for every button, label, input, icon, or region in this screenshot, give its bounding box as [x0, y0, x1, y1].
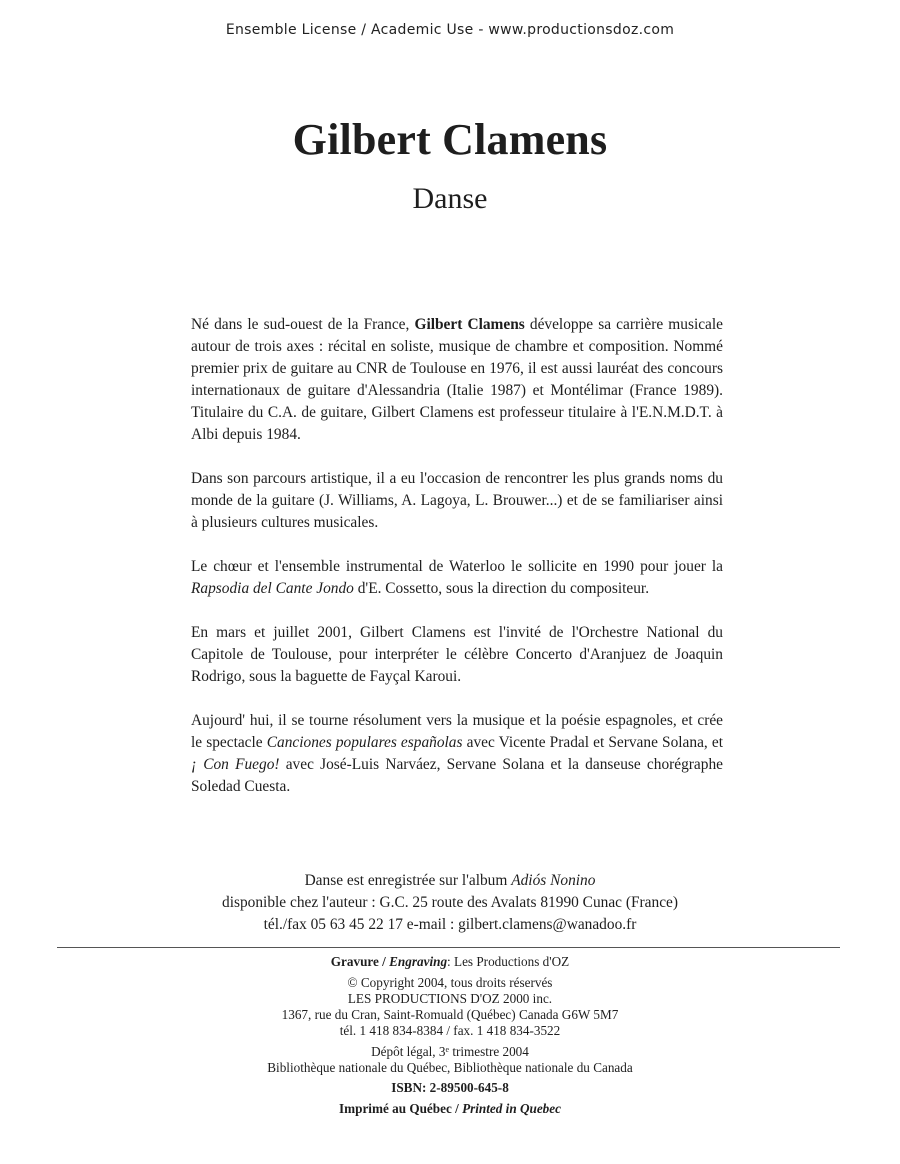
engraving-credit [0, 954, 900, 970]
divider [57, 947, 840, 948]
recording-line [0, 870, 900, 892]
work-title: ¡ Con Fuego! [191, 756, 280, 773]
bio-paragraph-2: Dans son parcours artistique, il a eu l'occasion de rencontrer les plus grands noms du monde de la guitare (J. Williams, A. Lagoya, L. Brouwer...) et de se familiariser ainsi à plusieurs cultures musicales. [191, 470, 723, 531]
printed-label-en: Printed in Quebec [462, 1101, 561, 1116]
recording-address: disponible chez l'auteur : G.C. 25 route des Avalats 81990 Cunac (France) [222, 894, 678, 911]
bio-paragraph-1 [191, 314, 723, 446]
engraving-label-en: Engraving [389, 954, 448, 969]
engraving-label: Gravure / [330, 954, 390, 969]
copyright: © Copyright 2004, tous droits réservés [347, 975, 553, 990]
work-title: Canciones populares españolas [266, 734, 463, 751]
isbn: ISBN: 2-89500-645-8 [391, 1080, 509, 1095]
colophon [0, 954, 900, 1117]
recording-contact: tél./fax 05 63 45 22 17 e-mail : gilbert.clamens@wanadoo.fr [263, 916, 637, 933]
bio-text: développe sa carrière musicale autour de trois axes : récital en soliste, musique de chambre et composition. Nommé premier prix de guitare au CNR de Toulouse en 1976, il est aussi lauréat des concours internationaux de guitare d'Alessandria (Italie 1987) et Montélimar (France 1989). Titulaire du C.A. de guitare, Gilbert Clamens est professeur titulaire à l'E.N.M.D.T. à Albi depuis 1984. [191, 316, 723, 443]
publisher: LES PRODUCTIONS D'OZ 2000 inc. [347, 991, 553, 1006]
libraries: Bibliothèque nationale du Québec, Bibliothèque nationale du Canada [267, 1060, 633, 1075]
legal-deposit-text: trimestre 2004 [449, 1044, 529, 1059]
bio-paragraph-4: En mars et juillet 2001, Gilbert Clamens est l'invité de l'Orchestre National du Capitole de Toulouse, pour interpréter le célèbre Concerto d'Aranjuez de Joaquin Rodrigo, sous la baguette de Fayçal Karoui. [191, 624, 723, 685]
bio-text: avec José-Luis Narváez, Servane Solana et la danseuse chorégraphe Soledad Cuesta. [191, 756, 723, 795]
recording-info [0, 870, 900, 936]
composer-name: Gilbert Clamens [292, 115, 608, 164]
bio-text: Aujourd' hui, il se tourne résolument vers la musique et la poésie espagnoles, et crée le spectacle [191, 712, 723, 751]
composer-name-bold: Gilbert Clamens [414, 316, 525, 333]
bio-text: avec Vicente Pradal et Servane Solana, et [462, 734, 723, 751]
license-notice: Ensemble License / Academic Use - www.productionsdoz.com [225, 22, 675, 38]
bio-paragraph-5 [191, 710, 723, 798]
biography [191, 314, 723, 820]
printed-label: Imprimé au Québec / [339, 1101, 463, 1116]
bio-paragraph-3 [191, 556, 723, 600]
publisher-phone: tél. 1 418 834-8384 / fax. 1 418 834-3522 [339, 1023, 561, 1038]
publisher-address: 1367, rue du Cran, Saint-Romuald (Québec) Canada G6W 5M7 [281, 1007, 619, 1022]
legal-deposit-text: Dépôt légal, 3 [371, 1044, 446, 1059]
bio-text: Né dans le sud-ouest de la France, [191, 316, 415, 333]
bio-text: Le chœur et l'ensemble instrumental de Waterloo le sollicite en 1990 pour jouer la [191, 558, 723, 575]
album-title: Adiós Nonino [511, 872, 596, 889]
legal-deposit [0, 1044, 900, 1060]
ordinal-suffix: e [445, 1045, 450, 1054]
bio-text: d'E. Cossetto, sous la direction du compositeur. [353, 580, 650, 597]
engraving-value: : Les Productions d'OZ [447, 954, 570, 969]
work-title: Rapsodia del Cante Jondo [191, 580, 354, 597]
piece-title: Danse [412, 182, 488, 215]
recording-text: Danse est enregistrée sur l'album [304, 872, 512, 889]
printed-in [0, 1101, 900, 1117]
